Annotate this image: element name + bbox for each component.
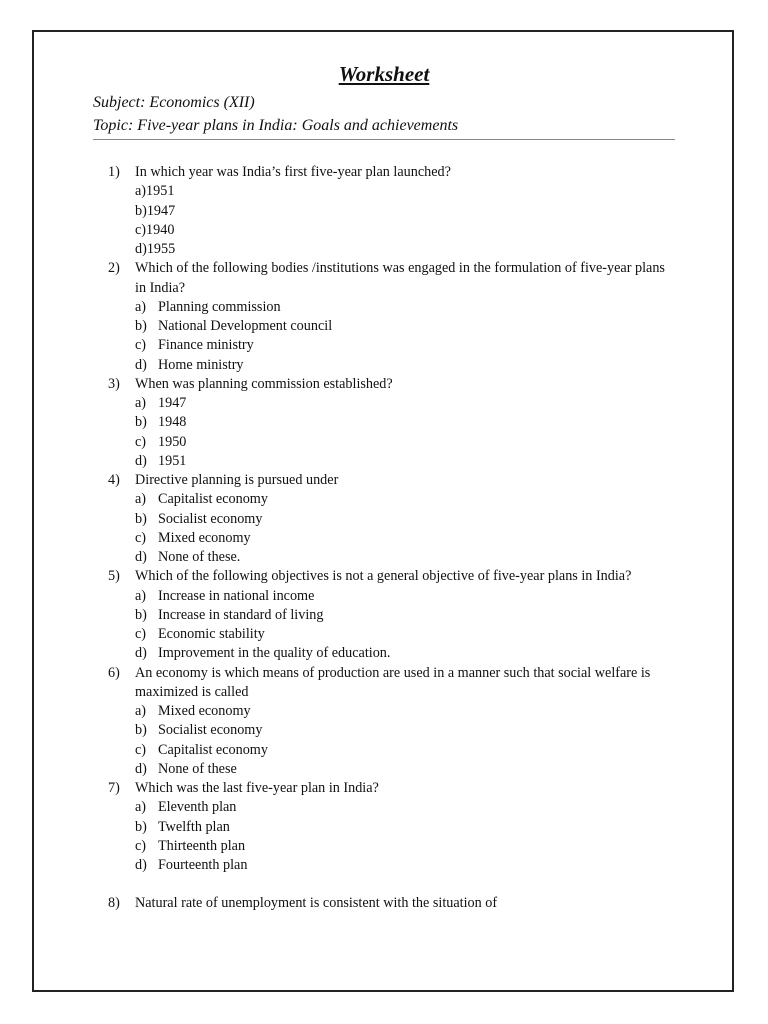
question-stem [108,471,668,490]
question-text: Directive planning is pursued under [135,472,339,488]
blank-line [108,875,668,894]
option-list [108,182,668,259]
option-text: Eleventh plan [158,799,237,816]
question-stem [108,894,668,913]
option-b [135,818,668,837]
question-stem [108,567,668,586]
option-letter: c) [135,221,147,238]
option-d [135,644,668,663]
question-1 [108,163,668,259]
question-list [108,163,668,914]
option-text: None of these [158,760,237,777]
option-text: Capitalist economy [158,741,268,758]
option-text: 1955 [146,241,176,257]
option-letter: b) [135,510,147,527]
option-b [135,202,668,221]
question-number: 1) [108,164,120,180]
option-letter: d) [135,857,147,873]
question-stem [108,779,668,798]
option-c [135,529,668,548]
option-letter: c) [135,837,147,854]
option-letter: a) [135,491,147,508]
option-b [135,606,668,625]
option-letter: b) [135,818,147,835]
option-c [135,221,668,240]
option-list [108,298,668,375]
header-divider [93,139,675,140]
option-c [135,336,668,355]
worksheet-title: Worksheet [338,62,430,86]
option-text: Twelfth plan [158,818,230,835]
option-letter: c) [135,626,147,642]
option-letter: a) [135,703,147,719]
option-text: Mixed economy [158,703,251,719]
option-text: 1951 [158,452,187,469]
option-letter: b) [135,722,147,739]
question-stem [108,375,668,394]
option-a [135,702,668,721]
option-text: Increase in standard of living [158,606,324,623]
option-list [108,394,668,471]
option-letter: d) [135,241,147,257]
question-number: 2) [108,260,120,277]
option-text: Capitalist economy [158,491,268,508]
option-list [108,702,668,779]
question-stem [108,259,668,298]
option-list [108,587,668,664]
option-text: 1950 [158,433,187,450]
option-d [135,240,668,259]
option-text: Economic stability [158,626,265,642]
question-6 [108,664,668,780]
option-letter: b) [135,414,147,431]
question-text: Natural rate of unemployment is consistent with the situation of [135,895,498,912]
option-b [135,721,668,740]
option-letter: c) [135,337,147,354]
option-letter: a) [135,587,147,604]
option-letter: d) [135,549,147,565]
option-d [135,356,668,375]
option-text: 1947 [146,202,176,219]
question-stem [108,664,668,703]
question-text: Which was the last five-year plan in India? [135,780,379,796]
option-c [135,741,668,760]
option-letter: d) [135,645,147,662]
question-2 [108,259,668,375]
option-text: Socialist economy [158,510,263,527]
option-text: National Development council [158,318,333,334]
question-text: Which of the following bodies /institutions was engaged in the formulation of five-year plans in India? [135,260,665,296]
question-number: 5) [108,568,120,585]
option-letter: c) [135,529,147,546]
option-letter: a) [135,298,147,315]
option-text: Home ministry [158,356,244,373]
question-stem [108,163,668,182]
option-a [135,182,668,201]
option-text: 1948 [158,414,187,431]
option-letter: a) [135,183,147,200]
option-text: 1951 [146,183,175,200]
option-a [135,798,668,817]
question-3 [108,375,668,471]
option-a [135,490,668,509]
option-letter: c) [135,741,147,758]
question-number: 8) [108,895,120,912]
option-d [135,452,668,471]
option-text: None of these. [158,549,241,565]
question-8 [108,894,668,913]
option-text: Improvement in the quality of education. [158,645,391,662]
option-text: Fourteenth plan [158,857,248,873]
option-b [135,413,668,432]
question-number: 7) [108,780,120,796]
question-number: 3) [108,375,120,392]
option-letter: a) [135,799,147,816]
option-d [135,760,668,779]
option-c [135,837,668,856]
option-list [108,798,668,875]
option-text: Thirteenth plan [158,837,246,854]
option-text: Planning commission [158,298,281,315]
option-c [135,625,668,644]
question-5 [108,567,668,663]
question-text: When was planning commission established? [135,375,393,392]
option-text: 1940 [146,221,175,238]
question-number: 4) [108,472,120,488]
option-b [135,317,668,336]
question-text: An economy is which means of production are used in a manner such that social welfare is maximized is called [135,664,651,700]
option-a [135,394,668,413]
option-letter: b) [135,202,147,219]
topic-line: Topic: Five-year plans in India: Goals and achievements [93,117,459,134]
option-a [135,298,668,317]
option-c [135,433,668,452]
option-letter: d) [135,356,147,373]
option-d [135,856,668,875]
option-list [108,490,668,567]
option-text: Socialist economy [158,722,263,739]
option-letter: b) [135,318,147,334]
option-letter: c) [135,433,147,450]
option-d [135,548,668,567]
option-text: Finance ministry [158,337,254,354]
option-letter: d) [135,452,147,469]
question-text: In which year was India’s first five-year plan launched? [135,164,451,180]
option-letter: d) [135,760,147,777]
option-letter: b) [135,606,147,623]
option-b [135,510,668,529]
subject-line: Subject: Economics (XII) [93,94,255,111]
option-text: 1947 [158,395,187,411]
option-a [135,587,668,606]
option-letter: a) [135,395,147,411]
question-number: 6) [108,664,120,681]
question-text: Which of the following objectives is not a general objective of five-year plans in India? [135,568,632,585]
question-7 [108,779,668,875]
question-4 [108,471,668,567]
option-text: Increase in national income [158,587,315,604]
option-text: Mixed economy [158,529,251,546]
